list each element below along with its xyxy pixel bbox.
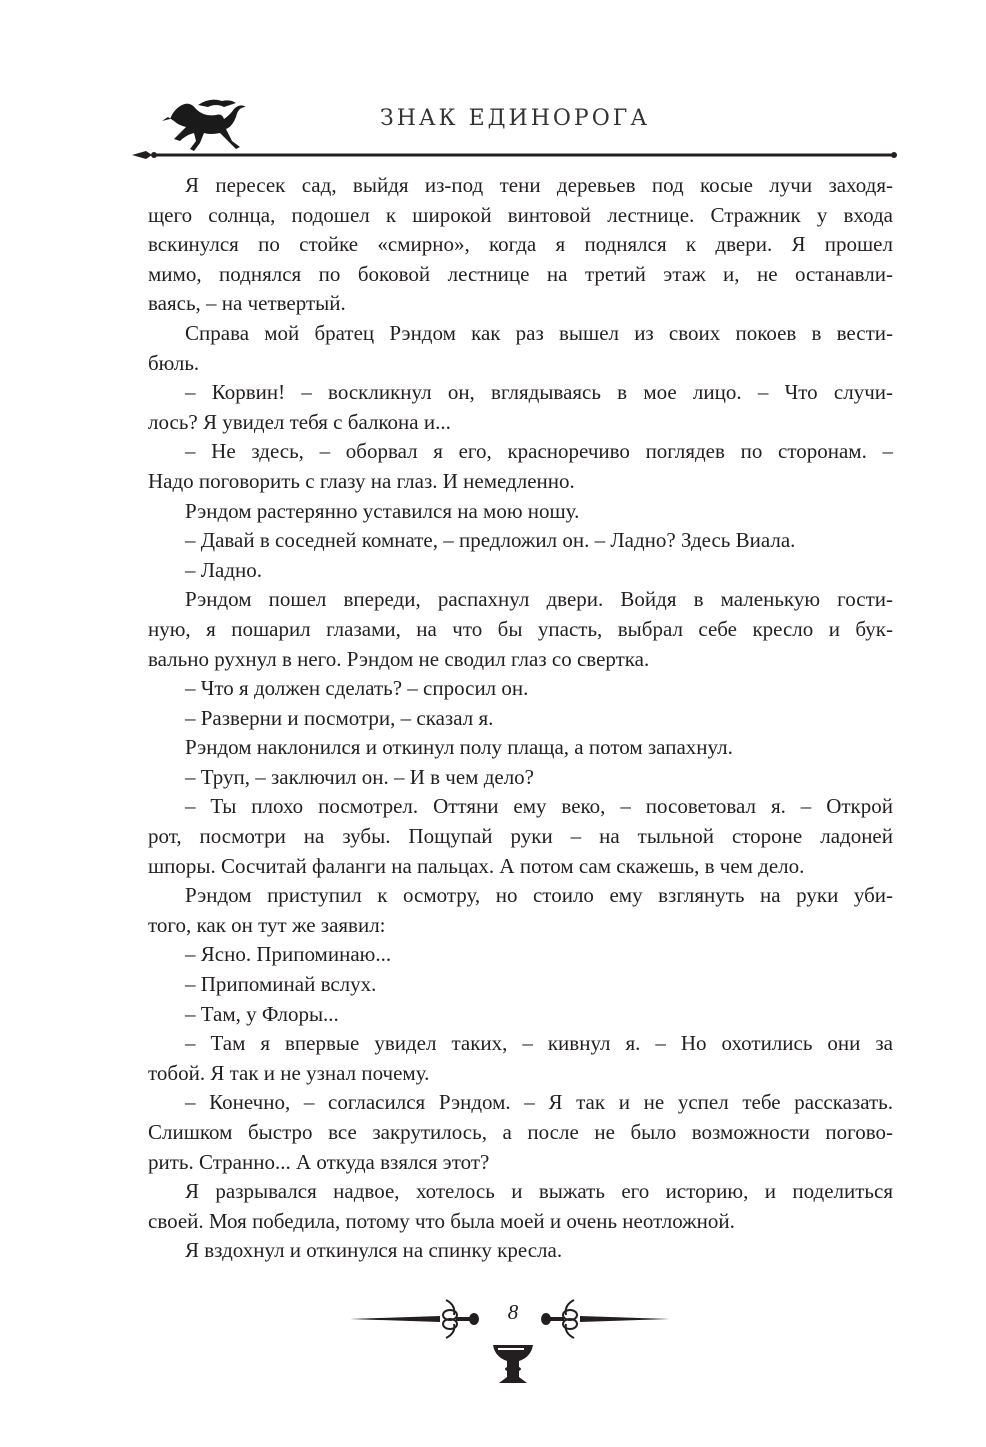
paragraph — [148, 437, 893, 496]
text-line: Рэндом растерянно уставился на мою ношу. — [185, 498, 580, 523]
text-line: вскинулся по стойке «смирно», когда я поднялся к двери. Я прошел — [148, 232, 893, 257]
paragraph — [148, 792, 893, 881]
text-line: своей. Моя победила, потому что была моей и очень неотложной. — [148, 1208, 735, 1233]
paragraph — [148, 1029, 893, 1088]
text-line: – Разверни и посмотри, – сказал я. — [185, 705, 494, 730]
paragraph — [148, 881, 893, 940]
text-line: – Ладно. — [185, 557, 262, 582]
paragraph — [148, 763, 893, 793]
paragraph — [148, 171, 893, 319]
text-line: – Ты плохо посмотрел. Оттяни ему веко, – посоветовал я. – Открой — [185, 794, 893, 819]
text-line: ную, я пошарил глазами, на что бы упасть, выбрал себе кресло и бук- — [148, 616, 893, 641]
text-line: рот, посмотри на зубы. Пощупай руки – на тыльной стороне ладоней — [148, 824, 893, 849]
text-line: – Припоминай вслух. — [185, 972, 377, 997]
paragraph — [148, 585, 893, 674]
text-line: – Труп, – заключил он. – И в чем дело? — [185, 764, 535, 789]
paragraph — [148, 1177, 893, 1236]
body-text — [148, 171, 893, 1266]
text-line: – Ясно. Припоминаю... — [185, 942, 392, 967]
chalice-icon — [493, 1345, 533, 1383]
paragraph — [148, 1236, 893, 1266]
paragraph — [148, 526, 893, 556]
text-line: Я разрывался надвое, хотелось и выжать его историю, и поделиться — [185, 1179, 893, 1204]
text-line: – Конечно, – согласился Рэндом. – Я так и не успел тебе рассказать. — [185, 1090, 893, 1115]
text-line: Справа мой братец Рэндом как раз вышел из своих покоев в вести- — [185, 320, 893, 345]
text-line: ваясь, – на четвертый. — [148, 291, 346, 316]
paragraph — [148, 319, 893, 378]
dagger-icon — [350, 1300, 479, 1338]
header-rule — [132, 148, 898, 162]
text-line: тобой. Я так и не узнал почему. — [148, 1060, 430, 1085]
text-line: – Там, у Флоры... — [185, 1001, 339, 1026]
text-line: Слишком быстро все закрутилось, а после не было возможности погово- — [148, 1120, 893, 1144]
page-number: 8 — [507, 1300, 519, 1324]
text-line: – Не здесь, – оборвал я его, красноречиво поглядев по сторонам. – — [185, 439, 893, 464]
text-line: – Что я должен сделать? – спросил он. — [185, 676, 529, 701]
text-line: шпоры. Сосчитай фаланги на пальцах. А потом сам скажешь, в чем дело. — [148, 853, 805, 878]
paragraph — [148, 704, 893, 734]
text-line: Надо поговорить с глазу на глаз. И немедленно. — [148, 468, 575, 493]
paragraph — [148, 674, 893, 704]
text-line: лось? Я увидел тебя с балкона и... — [148, 409, 451, 434]
paragraph — [148, 733, 893, 763]
text-line: бюль. — [148, 350, 200, 375]
paragraph — [148, 940, 893, 970]
text-line: вально рухнул в него. Рэндом не сводил глаз со свертка. — [148, 646, 650, 671]
running-title: ЗНАК ЕДИНОРОГА — [380, 106, 650, 131]
paragraph — [148, 1000, 893, 1030]
text-line: Рэндом наклонился и откинул полу плаща, а потом запахнул. — [185, 735, 733, 760]
text-line: Я вздохнул и откинулся на спинку кресла. — [185, 1238, 563, 1263]
text-line: Я пересек сад, выйдя из-под тени деревьев под косые лучи заходя- — [185, 173, 893, 197]
paragraph — [148, 497, 893, 527]
text-line: Рэндом пошел впереди, распахнул двери. Войдя в маленькую гости- — [185, 587, 893, 612]
paragraph — [148, 970, 893, 1000]
text-line: щего солнца, подошел к широкой винтовой лестнице. Стражник у входа — [148, 202, 893, 227]
text-line: рить. Странно... А откуда взялся этот? — [148, 1149, 490, 1174]
paragraph — [148, 556, 893, 586]
text-line: Рэндом приступил к осмотру, но стоило ему взглянуть на руки уби- — [185, 883, 893, 908]
paragraph — [148, 378, 893, 437]
text-line: того, как он тут же заявил: — [148, 912, 386, 937]
text-line: мимо, поднялся по боковой лестнице на третий этаж и, не останавли- — [148, 261, 893, 286]
text-line: – Там я впервые увидел таких, – кивнул я. – Но охотились они за — [185, 1031, 893, 1056]
text-line: – Давай в соседней комнате, – предложил он. – Ладно? Здесь Виала. — [185, 528, 796, 553]
dagger-icon — [541, 1300, 670, 1338]
text-line: – Корвин! – воскликнул он, вглядываясь в мое лицо. – Что случи- — [185, 380, 893, 405]
paragraph — [148, 1088, 893, 1177]
